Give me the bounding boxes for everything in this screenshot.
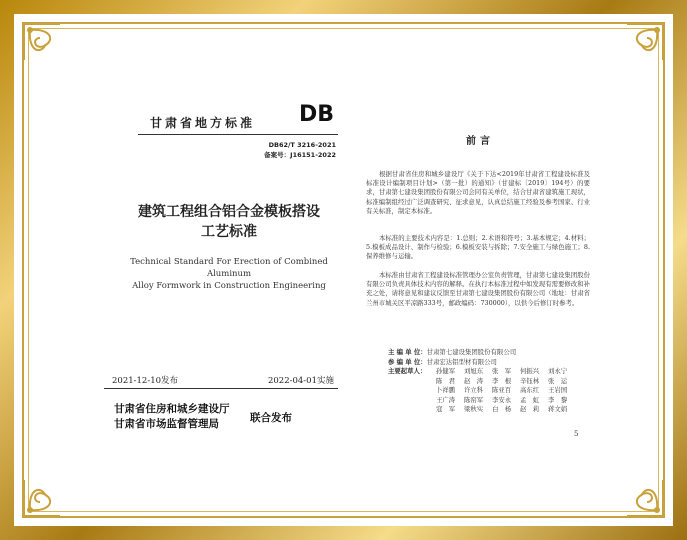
drafter: 张 军: [492, 367, 512, 375]
drafter: 赵 涛: [464, 376, 484, 385]
drafters-label: 主要起草人：: [388, 367, 427, 375]
drafter: 蒋文娟: [548, 405, 568, 413]
joint-issue: 联合发布: [250, 412, 292, 424]
units-block: [388, 348, 516, 367]
drafters-row: [388, 396, 598, 406]
drafter: 许立科: [464, 386, 484, 394]
drafter: 陈亚百: [492, 386, 512, 394]
drafter: 辛钰林: [520, 376, 540, 385]
drafter: 王岩国: [548, 386, 568, 394]
divider: [104, 388, 338, 389]
foreword-heading: 前言: [466, 136, 494, 147]
drafter: 陈 君: [436, 376, 456, 385]
ornament-corner-icon: [603, 456, 667, 520]
db-mark: DB: [298, 102, 334, 127]
title-en-line: Technical Standard For Erection of Combined Aluminum: [130, 257, 328, 279]
drafter: 李 黎: [548, 395, 568, 404]
drafter: 孟 虹: [520, 395, 540, 404]
drafter: 刘永宁: [548, 367, 568, 375]
participant-unit: 甘肃宏达铝型材有限公司: [426, 357, 497, 366]
drafter: 寇 军: [436, 405, 456, 413]
drafter: 卜祥鹏: [436, 386, 456, 394]
drafter: 高东红: [520, 386, 540, 394]
standard-number: DB62/T 3216-2021: [268, 141, 336, 149]
drafter: 张 运: [548, 376, 568, 385]
title-cn-line: 建筑工程组合铝合金模板搭设: [138, 204, 320, 220]
record-number: 备案号：J16151-2022: [264, 151, 336, 159]
drafters-row: [388, 367, 598, 377]
publish-date: 2021-12-10发布: [112, 376, 179, 386]
drafter: 白 杨: [492, 405, 512, 413]
standard-number-block: [264, 140, 336, 160]
chief-unit: 甘肃第七建设集团股份有限公司: [426, 348, 517, 356]
ornament-corner-icon: [603, 20, 667, 84]
issuer: 甘肃省市场监督管理局: [114, 418, 219, 430]
foreword-paragraph: 本标准的主要技术内容是：1.总则；2.术语和符号；3.基本规定；4.材料；5.模板成品设计、制作与检验；6.模板安装与拆除；7.安全施工与绿色施工；8.保养维修与运输。: [366, 234, 590, 261]
drafters-row: [388, 377, 598, 387]
issuers: [114, 402, 230, 432]
drafter: 陈窑军: [464, 395, 484, 404]
cover-page: [84, 84, 346, 474]
issuer: 甘肃省住房和城乡建设厅: [114, 403, 230, 415]
drafter: 王广涛: [436, 395, 456, 404]
drafter: 赵 莉: [520, 405, 540, 413]
page-number: 5: [574, 430, 579, 438]
title-cn: [124, 202, 334, 242]
drafters-row: [388, 386, 598, 396]
drafters-block: [388, 367, 598, 415]
drafters-row: [388, 405, 598, 415]
divider: [138, 134, 338, 135]
drafter: 梁秋实: [464, 405, 484, 413]
implement-date: 2022-04-01实施: [267, 376, 334, 386]
standard-type: 甘肃省地方标准: [150, 116, 256, 130]
ornament-corner-icon: [20, 456, 84, 520]
title-en: [114, 256, 344, 292]
foreword-page: [346, 84, 602, 474]
drafter: 孙健军: [436, 367, 456, 375]
participant-label: 参 编 单 位：: [388, 357, 427, 366]
title-cn-line: 工艺标准: [201, 224, 257, 240]
foreword-paragraph: 本标准由甘肃省工程建设标准管理办公室负责管理，甘肃第七建设集团股份有限公司负责具体技术内容的解释。在执行本标准过程中如发现有需要修改和补充之处，请将意见和建议反馈至甘肃第七建设集团股份有限公司（地址：甘肃省兰州市城关区平凉路333号，邮政编码：730000），以供今后修订时参考。: [366, 271, 590, 307]
drafter: 刘旭东: [464, 367, 484, 375]
foreword-paragraph: 根据甘肃省住房和城乡建设厅《关于下达<2019年甘肃省工程建设标准及标准设计编制项目计划>（第一批）的通知》（甘建标〔2019〕194号）的要求，甘肃第七建设集团股份有限公司会同有关单位，结合甘肃省建筑施工现状，标准编制组经过广泛调查研究、征求意见，认真总结施工经验及参考国家、行业有关标准，制定本标准。: [366, 170, 590, 215]
drafter: 何振兴: [520, 367, 540, 375]
drafter: 李 根: [492, 376, 512, 385]
drafter: 李安永: [492, 395, 512, 404]
title-en-line: Alloy Formwork in Construction Engineering: [132, 281, 326, 291]
ornament-corner-icon: [20, 20, 84, 84]
chief-unit-label: 主 编 单 位：: [388, 348, 427, 356]
